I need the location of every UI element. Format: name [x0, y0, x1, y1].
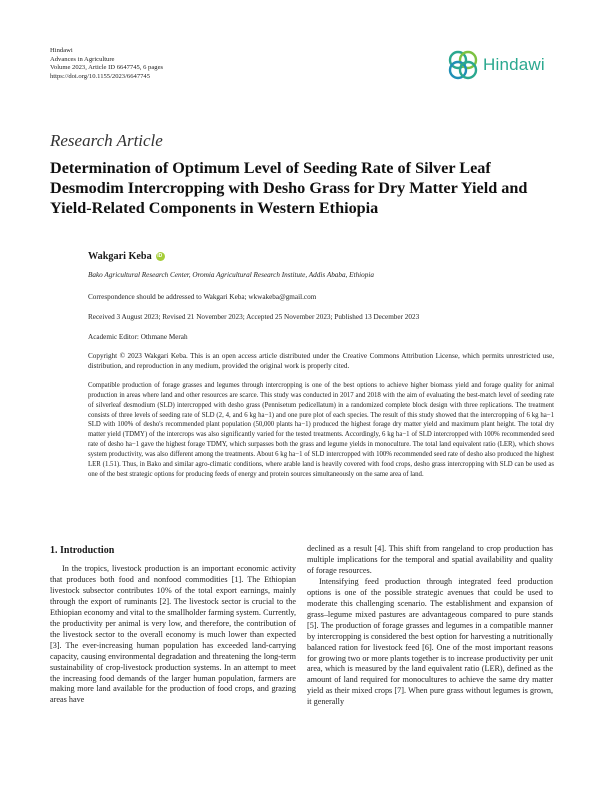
author-name[interactable]: Wakgari Keba [88, 251, 152, 262]
hindawi-logo-icon [446, 48, 480, 82]
journal-name: Advances in Agriculture [50, 55, 115, 63]
intro-paragraph: declined as a result [4]. This shift from rangeland to crop production has multiple implications for the temporal and spatial availability and quality of forage resources. [307, 544, 553, 575]
publisher-name: Hindawi [50, 47, 73, 54]
orcid-icon[interactable] [156, 252, 165, 261]
article-title: Determination of Optimum Level of Seeding Rate of Silver Leaf Desmodim Intercropping with Desho Grass for Dry Matter Yield and Yield-Related Components in Western Ethiopia [50, 159, 528, 217]
article-type: Research Article [50, 131, 163, 150]
intro-right-column [307, 544, 553, 708]
intro-paragraph: Intensifying feed production through integrated feed production options is one of the possible strategic avenues that could be used to moderate this challenging scenario. The establishment and expansion of grass–legume mixed pastures are advantageous compared to pure stands [5]. The production of forage grasses and legumes in a compatible manner by intercropping is considered the best option for harvesting a nutritionally balanced ration for livestock feed [6]. One of the most important reasons for growing two or more plants together is to increase productivity per unit area, which is measured by the land equivalent ratio (LER), defined as the amount of land required for monocultures to achieve the same dry matter yield as their mixed crops [7]. When pure grass without legumes is grown, it generally [307, 576, 553, 707]
author [88, 251, 165, 262]
hindawi-logo [446, 48, 545, 82]
intro-left-column [50, 564, 296, 706]
volume-line: Volume 2023, Article ID 6647745, 6 pages [50, 64, 164, 72]
copyright-notice: Copyright © 2023 Wakgari Keba. This is an open access article distributed under the Creative Commons Attribution License, which permits unrestricted use, distribution, and reproduction in any medium, provided the original work is properly cited. [88, 352, 554, 370]
intro-paragraph: In the tropics, livestock production is an important economic activity that produces both food and nonfood commodities [1]. The Ethiopian livestock subsector contributes 10% of the total export earnings, mainly through the export of ruminants [2]. The livestock sector is crucial to the Ethiopian economy and vital to the smallholder farming system. Currently, the productivity per animal is very low, and therefore, the contribution of the livestock sector to the overall economy is much lower than expected [3]. The ever-increasing human population has exceeded land-carrying capacity, causing environmental degradation and threatening the long-term sustainability of crop-livestock production systems. In an attempt to meet the increasing food demands of the larger human population, farmers are making more land available for the production of food crops, and grazing areas have [50, 564, 296, 705]
doi-link[interactable]: https://doi.org/10.1155/2023/6647745 [50, 72, 151, 80]
article-dates: Received 3 August 2023; Revised 21 November 2023; Accepted 25 November 2023; Published 13 December 2023 [88, 313, 420, 321]
academic-editor: Academic Editor: Othmane Merah [88, 333, 188, 341]
logo-text: Hindawi [483, 55, 545, 74]
correspondence: Correspondence should be addressed to Wakgari Keba; wkwakeba@gmail.com [88, 293, 317, 301]
abstract: Compatible production of forage grasses and legumes through intercropping is one of the best options to achieve higher biomass yield and forage quality for animal production in areas where land and other resources are scarce. This study was conducted in 2017 and 2018 with the aim of evaluating the best-match level of seeding rate of silverleaf desmodium (SLD) intercropped with desho grass (Pennisetum pedicellatum) in a randomized complete block design with three replications. The treatment consists of three levels of seeding rate of SLD (2, 4, and 6 kg ha−1) and one pure plot of each species. The result of this study showed that the intercropping of 6 kg ha−1 SLD with 100% of desho's recommended plant population (50,000 plants ha−1) produced the highest forage dry matter yield and maximum plant height. The total dry matter yield (TDMY) of the intercrops was also significantly varied for the tested treatments. Accordingly, 6 kg ha−1 of SLD intercropped with 100% recommended seed rate of desho ha−1 gave the highest forage TDMY, which surpasses both the grass and legume yields in monoculture. The total land equivalent ratio (LER), which shows system productivity, was also different among the treatments. About 6 kg ha−1 of SLD intercropped with 100% recommended seed rate of desho also produced the highest LER (1.51). Thus, in Bako and similar agro-climatic conditions, where arable land is heavily covered with food crops, desho grass intercropping with SLD can be used as one of the best strategic options for producing feeds of energy and protein sources simultaneously on the same area of land. [88, 382, 554, 478]
affiliation: Bako Agricultural Research Center, Oromia Agricultural Research Institute, Addis Ababa, Ethiopia [88, 271, 374, 279]
journal-header [50, 47, 163, 81]
section-heading-introduction: 1. Introduction [50, 545, 115, 556]
